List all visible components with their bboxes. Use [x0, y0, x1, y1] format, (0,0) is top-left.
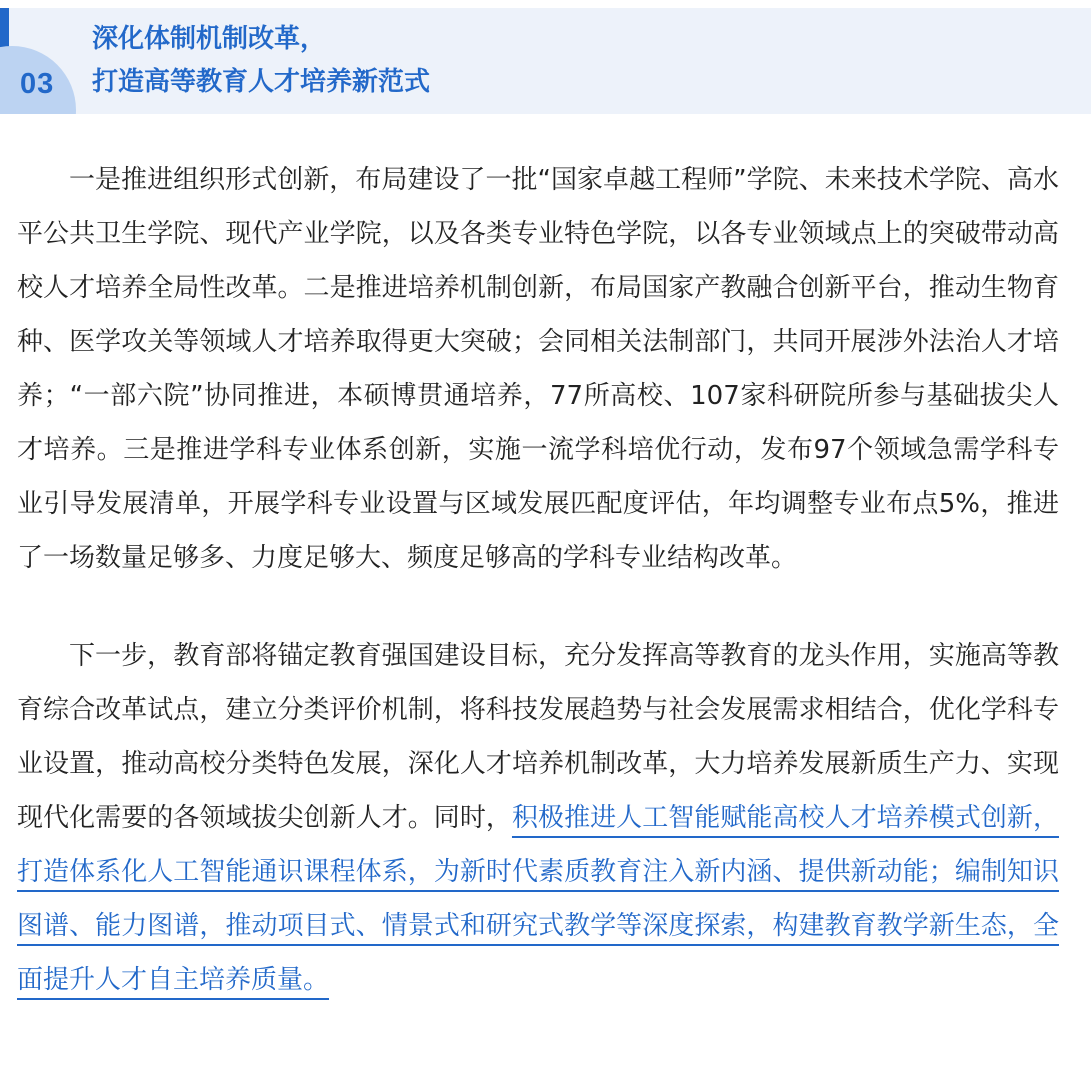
section-number: 03 [20, 68, 55, 100]
section-title-line-2: 打造高等教育人才培养新范式 [92, 67, 431, 97]
paragraph-2 [17, 629, 1059, 1007]
paragraph-1: 一是推进组织形式创新，布局建设了一批“国家卓越工程师”学院、未来技术学院、高水平公共卫生学院、现代产业学院，以及各类专业特色学院，以各专业领域点上的突破带动高校人才培养全局性改革。二是推进培养机制创新，布局国家产教融合创新平台，推动生物育种、医学攻关等领域人才培养取得更大突破；会同相关法制部门，共同开展涉外法治人才培养；“一部六院”协同推进，本硕博贯通培养，77所高校、107家科研院所参与基础拔尖人才培养。三是推进学科专业体系创新，实施一流学科培优行动，发布97个领域急需学科专业引导发展清单，开展学科专业设置与区域发展匹配度评估，年均调整专业布点5%，推进了一场数量足够多、力度足够大、频度足够高的学科专业结构改革。 [17, 165, 1059, 573]
section-title-line-1: 深化体制机制改革， [92, 24, 327, 54]
highlighted-text: 积极推进人工智能赋能高校人才培养模式创新，打造体系化人工智能通识课程体系，为新时代素质教育注入新内涵、提供新动能；编制知识图谱、能力图谱，推动项目式、情景式和研究式教学等深度探索，构建教育教学新生态，全面提升人才自主培养质量。 [17, 803, 1059, 995]
article-body [17, 153, 1059, 1007]
section-header [0, 8, 1091, 114]
paragraph-2-text: 下一步，教育部将锚定教育强国建设目标，充分发挥高等教育的龙头作用，实施高等教育综合改革试点，建立分类评价机制，将科技发展趋势与社会发展需求相结合，优化学科专业设置，推动高校分类特色发展，深化人才培养机制改革，大力培养发展新质生产力、实现现代化需要的各领域拔尖创新人才。同时， [17, 641, 1059, 833]
